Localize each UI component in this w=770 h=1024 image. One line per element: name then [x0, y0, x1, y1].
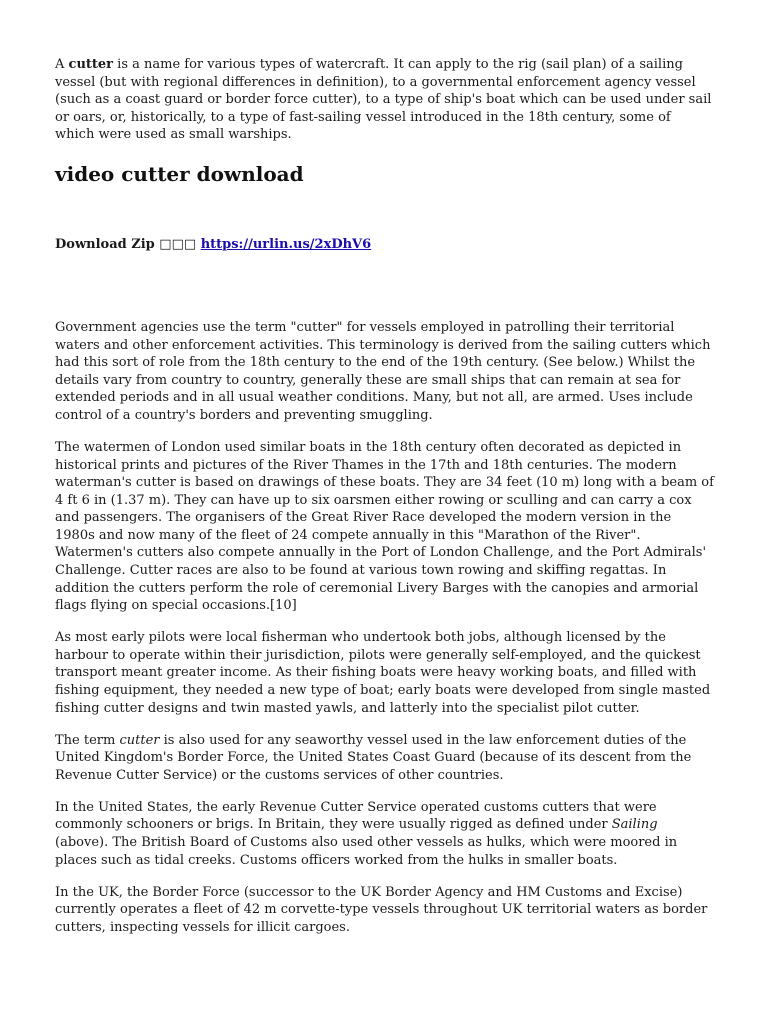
download-link[interactable]: https://urlin.us/2xDhV6: [200, 236, 372, 252]
paragraph-pilots: As most early pilots were local fisherman who undertook both jobs, although licensed by the harbour to operate within their jurisdiction, pilots were generally self-employed, and the quickest transport meant greater income. As their fishing boats were heavy working boats, and filled with fishing equipment, they needed a new type of boat; early boats were developed from single masted fishing cutter designs and twin masted yawls, and latterly into the specialist pilot cutter.: [55, 630, 711, 716]
p5-part-a: In the United States, the early Revenue Cutter Service operated customs cutters that were commonly schooners or brigs. In Britain, they were usually rigged as defined under: [55, 799, 657, 833]
download-arrows-icon: □□□: [159, 236, 197, 252]
p4-emphasis: cutter: [119, 732, 160, 748]
paragraph-term-cutter: [55, 732, 714, 785]
download-label: Download Zip: [55, 236, 155, 252]
p4-part-b: is also used for any seaworthy vessel used in the law enforcement duties of the United Kingdom's Border Force, the United States Coast Guard (because of its descent from the Revenue Cutter Service) or the customs services of other countries.: [55, 732, 692, 783]
p5-part-b: (above). The British Board of Customs also used other vessels as hulks, which were moored in places such as tidal creeks. Customs officers worked from the hulks in smaller boats.: [55, 834, 678, 868]
download-line: [55, 236, 714, 253]
spacer: [55, 253, 714, 319]
page-heading: video cutter download: [55, 161, 304, 186]
paragraph-uk-border-force: In the UK, the Border Force (successor to the UK Border Agency and HM Customs and Excise) currently operates a fleet of 42 m corvette-type vessels throughout UK territorial waters as border cutters, inspecting vessels for illicit cargoes.: [55, 884, 708, 935]
p5-emphasis: Sailing: [611, 817, 658, 833]
intro-prefix: A: [55, 57, 69, 72]
p4-part-a: The term: [55, 732, 120, 748]
intro-paragraph: [55, 56, 714, 144]
paragraph-government-agencies: Government agencies use the term "cutter" for vessels employed in patrolling their territorial waters and other enforcement activities. This terminology is derived from the sailing cutters which had this sort of role from the 18th century to the end of the 19th century. (See below.) Whilst the details vary from country to country, generally these are small ships that can remain at sea for extended periods and in all usual weather conditions. Many, but not all, are armed. Uses include control of a country's borders and preventing smuggling.: [55, 319, 711, 423]
paragraph-watermen: The watermen of London used similar boats in the 18th century often decorated as depicted in historical prints and pictures of the River Thames in the 17th and 18th centuries. The modern waterman's cutter is based on drawings of these boats. They are 34 feet (10 m) long with a beam of 4 ft 6 in (1.37 m). They can have up to six oarsmen either rowing or sculling and can carry a cox and passengers. The organisers of the Great River Race developed the modern version in the 1980s and now many of the fleet of 24 compete annually in this "Marathon of the River". Watermen's cutters also compete annually in the Port of London Challenge, and the Port Admirals' Challenge. Cutter races are also to be found at various town rowing and skiffing regattas. In addition the cutters perform the role of ceremonial Livery Barges with the canopies and armorial flags flying on special occasions.[10]: [55, 439, 714, 614]
intro-term: cutter: [68, 57, 114, 72]
paragraph-united-states: [55, 799, 714, 869]
intro-text: is a name for various types of watercraft. It can apply to the rig (sail plan) of a sailing vessel (but with regional differences in definition), to a governmental enforcement agency vessel (such as a coast guard or border force cutter), to a type of ship's boat which can be used under sail or oars, or, historically, to a type of fast-sailing vessel introduced in the 18th century, some of which were used as small warships.: [55, 57, 712, 143]
